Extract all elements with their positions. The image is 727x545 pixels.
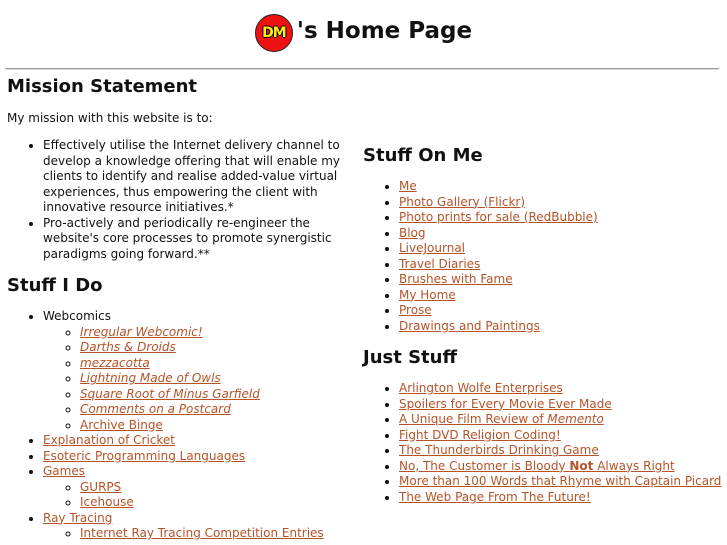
- stuff-i-do-heading: Stuff I Do: [7, 275, 103, 296]
- mission-heading: Mission Statement: [7, 76, 198, 97]
- link-text: Lightning Made of Owls: [80, 371, 221, 385]
- ray-tracing-list: [43, 526, 357, 542]
- title-wrap: [255, 10, 472, 52]
- link-text-emphasis: Memento: [547, 412, 604, 426]
- link-customer-not-right[interactable]: [399, 459, 675, 473]
- link-archive-binge[interactable]: Archive Binge: [80, 417, 163, 432]
- link-drawings-paintings[interactable]: Drawings and Paintings: [399, 318, 540, 333]
- link-esoteric-languages[interactable]: Esoteric Programming Languages: [43, 448, 246, 463]
- link-text-bold: Not: [569, 458, 594, 473]
- horizontal-rule: [5, 68, 719, 70]
- mission-intro: My mission with this website is to:: [7, 111, 213, 125]
- link-gurps[interactable]: GURPS: [80, 479, 122, 494]
- link-blog[interactable]: Blog: [399, 225, 426, 240]
- stuff-on-me-list: [363, 179, 723, 334]
- stuff-on-me-heading: Stuff On Me: [363, 145, 483, 166]
- link-explanation-cricket[interactable]: Explanation of Cricket: [43, 433, 175, 447]
- link-irregular-webcomic[interactable]: [80, 325, 203, 339]
- link-text: Comments on a Postcard: [80, 402, 231, 416]
- link-me[interactable]: Me: [399, 179, 417, 193]
- link-ray-tracing[interactable]: Ray Tracing: [43, 510, 113, 525]
- link-brushes-fame[interactable]: Brushes with Fame: [399, 272, 513, 286]
- stuff-i-do-list: [7, 309, 357, 542]
- link-text: Square Root of Minus Garfield: [80, 386, 260, 401]
- left-column: [7, 76, 357, 542]
- link-picard-rhymes[interactable]: More than 100 Words that Rhyme with Captain Picard: [399, 474, 722, 488]
- link-lightning-owls[interactable]: [80, 371, 221, 385]
- link-arlington-wolfe[interactable]: Arlington Wolfe Enterprises: [399, 381, 563, 395]
- link-darths-droids[interactable]: [80, 340, 176, 354]
- link-text: Irregular Webcomic!: [80, 324, 203, 339]
- mission-item: • Effectively utilise the Internet delivery channel to develop a knowledge offering that will enable my clients to identify and realise added-value virtual experiences, thus empowering the client with innovative resource initiatives.*: [43, 138, 357, 216]
- logo-text: DM: [262, 25, 286, 41]
- link-icehouse[interactable]: Icehouse: [80, 495, 134, 509]
- page-header: [0, 0, 727, 62]
- webcomics-list: [43, 325, 357, 434]
- link-web-page-future[interactable]: The Web Page From The Future!: [399, 489, 591, 504]
- link-games[interactable]: Games: [43, 464, 85, 478]
- link-square-root-garfield[interactable]: [80, 387, 260, 401]
- link-dvd-religion[interactable]: Fight DVD Religion Coding!: [399, 427, 561, 442]
- link-text: Always Right: [593, 458, 675, 473]
- link-livejournal[interactable]: LiveJournal: [399, 241, 466, 255]
- link-my-home[interactable]: My Home: [399, 287, 456, 302]
- link-photo-prints[interactable]: Photo prints for sale (RedBubble): [399, 210, 598, 224]
- mission-list: [7, 138, 357, 262]
- link-memento-review[interactable]: [399, 412, 604, 426]
- link-irtc-entries[interactable]: Internet Ray Tracing Competition Entries: [80, 526, 324, 540]
- just-stuff-list: [363, 381, 723, 505]
- list-item-webcomics: [43, 309, 357, 433]
- link-spoilers[interactable]: Spoilers for Every Movie Ever Made: [399, 396, 612, 411]
- link-text: Darths & Droids: [80, 340, 176, 354]
- link-thunderbirds[interactable]: The Thunderbirds Drinking Game: [399, 443, 599, 457]
- link-photo-gallery[interactable]: Photo Gallery (Flickr): [399, 194, 526, 209]
- link-travel-diaries[interactable]: Travel Diaries: [399, 256, 481, 271]
- link-text: A Unique Film Review of: [399, 412, 548, 426]
- mission-item: • Pro-actively and periodically re-engineer the website's core processes to promote synergistic paradigms going forward.**: [43, 216, 357, 263]
- right-column: [363, 145, 723, 505]
- link-prose[interactable]: Prose: [399, 303, 432, 317]
- link-text: mezzacotta: [80, 355, 150, 370]
- webcomics-label: Webcomics: [43, 309, 111, 323]
- just-stuff-heading: Just Stuff: [363, 347, 458, 368]
- link-mezzacotta[interactable]: [80, 356, 150, 370]
- link-comments-postcard[interactable]: [80, 402, 231, 416]
- page-title: 's Home Page: [296, 17, 473, 44]
- dm-logo-icon: [255, 14, 293, 52]
- games-list: [43, 480, 357, 511]
- link-text: No, The Customer is Bloody: [399, 458, 570, 473]
